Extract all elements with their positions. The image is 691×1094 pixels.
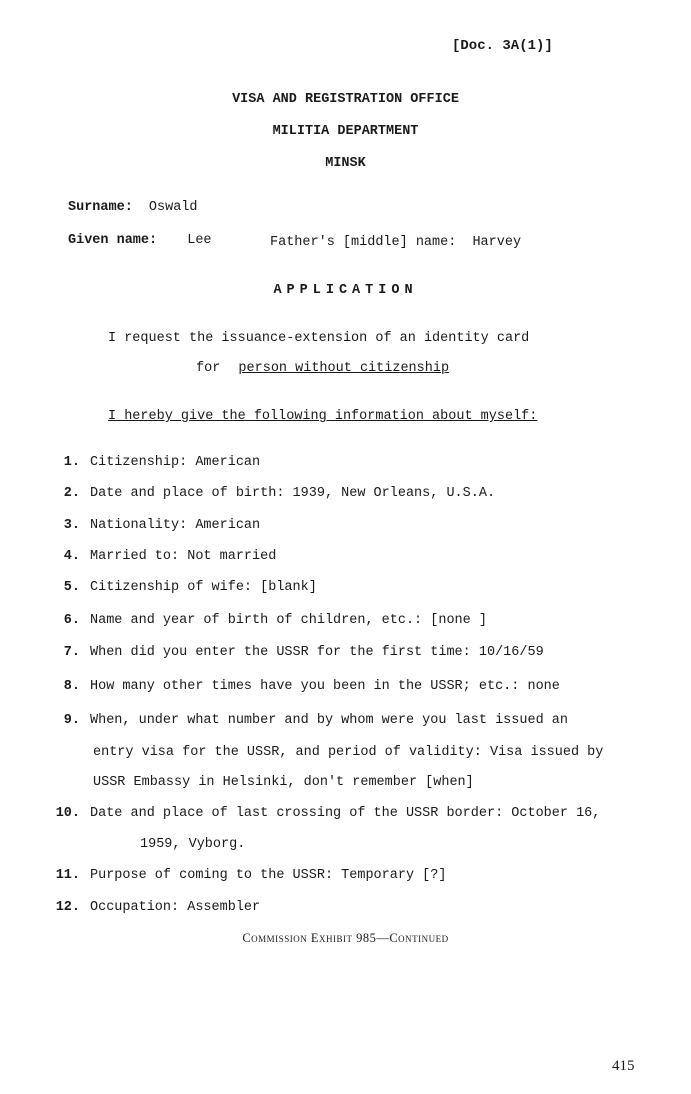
item-number: 3.: [63, 518, 80, 533]
document-reference: [Doc. 3A(1)]: [452, 38, 553, 54]
item-text: Citizenship of wife: [blank]: [90, 580, 317, 595]
given-name-value: Lee: [187, 233, 212, 248]
surname-label: Surname:: [68, 200, 133, 215]
office-heading: VISA AND REGISTRATION OFFICE: [232, 92, 459, 107]
item-text: Date and place of birth: 1939, New Orleans, U.S.A.: [90, 486, 496, 501]
item-text: Date and place of last crossing of the USSR border: October 16,: [90, 806, 601, 821]
request-for-label: for: [196, 361, 221, 376]
item-text: When, under what number and by whom were you last issued an: [90, 713, 568, 728]
item-9-continuation: entry visa for the USSR, and period of validity: Visa issued by: [93, 745, 604, 760]
application-title: APPLICATION: [273, 283, 418, 298]
given-name-label: Given name:: [68, 233, 158, 248]
surname-value: Oswald: [148, 200, 198, 215]
item-number: 10.: [55, 806, 80, 821]
item-10: [40, 806, 600, 821]
item-number: 2.: [63, 486, 80, 501]
item-3: [40, 518, 260, 533]
item-4: [40, 549, 276, 564]
item-12: [40, 900, 260, 915]
item-text: Purpose of coming to the USSR: Temporary [?]: [90, 868, 447, 883]
item-number: 7.: [63, 645, 80, 660]
item-6: [40, 613, 487, 628]
item-text: Nationality: American: [90, 518, 261, 533]
item-number: 12.: [55, 900, 80, 915]
item-text: How many other times have you been in the USSR; etc.: none: [90, 679, 560, 694]
exhibit-caption-text: Commission Exhibit 985—Continued: [242, 931, 449, 945]
item-number: 11.: [55, 868, 80, 883]
father-name-label: Father's [middle] name:: [270, 235, 457, 250]
item-number: 1.: [63, 455, 80, 470]
father-name-value: Harvey: [472, 235, 522, 250]
department-heading: MILITIA DEPARTMENT: [272, 124, 419, 139]
item-text: When did you enter the USSR for the first time: 10/16/59: [90, 645, 544, 660]
item-number: 9.: [63, 713, 80, 728]
item-number: 8.: [63, 679, 80, 694]
item-number: 5.: [63, 580, 80, 595]
item-9-continuation: USSR Embassy in Helsinki, don't remember [when]: [93, 775, 474, 790]
item-7: [40, 645, 544, 660]
item-text: Occupation: Assembler: [90, 900, 261, 915]
page-number: 415: [612, 1058, 635, 1074]
item-text: Citizenship: American: [90, 455, 261, 470]
item-number: 6.: [63, 613, 80, 628]
item-1: [40, 455, 260, 470]
item-text: Name and year of birth of children, etc.: [none ]: [90, 613, 487, 628]
item-11: [40, 868, 446, 883]
item-text: Married to: Not married: [90, 549, 277, 564]
request-line: I request the issuance-extension of an identity card: [108, 331, 530, 346]
request-for-row: [196, 361, 449, 376]
info-heading: I hereby give the following information about myself:: [108, 409, 538, 424]
item-8: [40, 679, 560, 694]
item-5: [40, 580, 317, 595]
item-number: 4.: [63, 549, 80, 564]
item-10-continuation: 1959, Vyborg.: [140, 837, 246, 852]
surname-row: [68, 200, 198, 215]
item-2: [40, 486, 495, 501]
item-9: [40, 713, 568, 728]
given-name-row: [68, 233, 212, 248]
exhibit-caption: [0, 931, 691, 946]
city-heading: MINSK: [325, 156, 366, 171]
request-for-value: person without citizenship: [238, 361, 450, 376]
father-name-row: [270, 235, 521, 250]
